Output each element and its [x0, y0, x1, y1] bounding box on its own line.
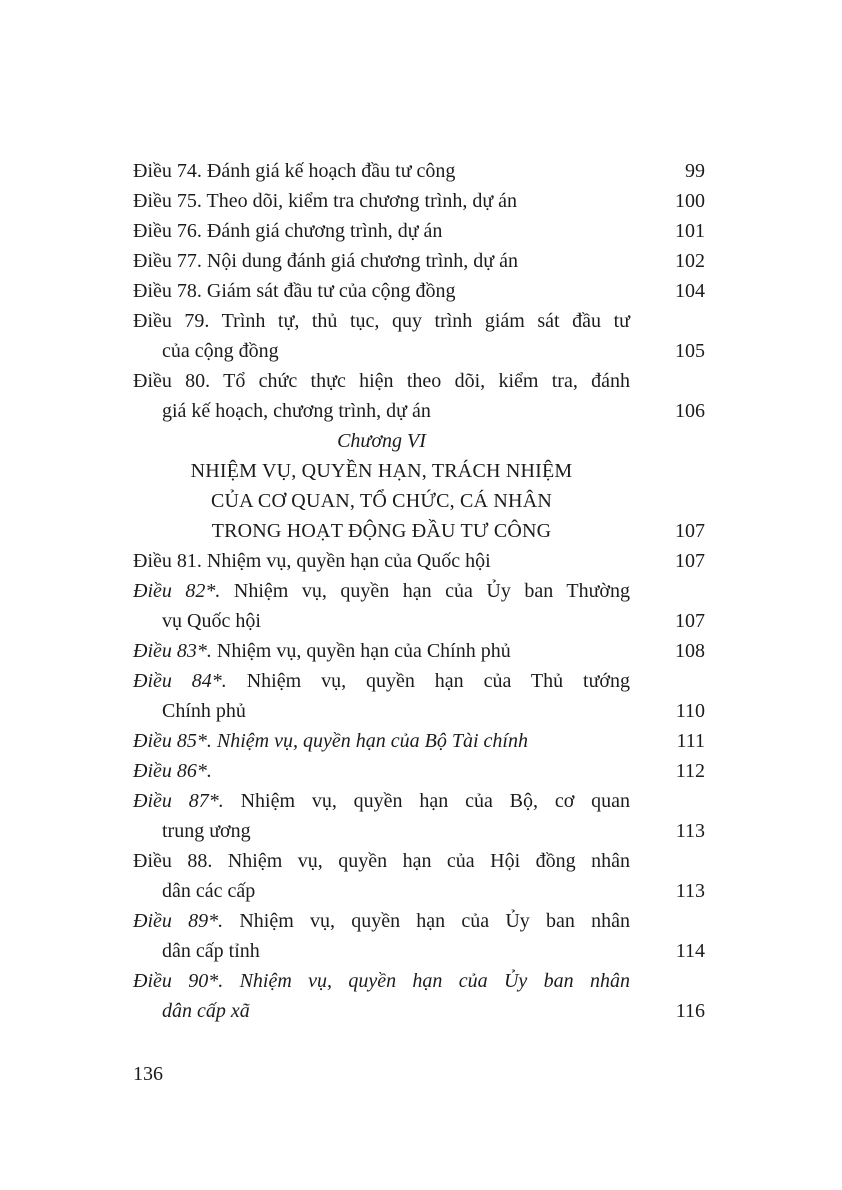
entry-text: [133, 906, 630, 966]
entry-continuation-line: giá kế hoạch, chương trình, dự án: [162, 400, 431, 422]
entry-title-text: Nhiệm vụ, quyền hạn của Bộ, cơ quan: [240, 790, 630, 812]
chapter-heading-text: [133, 456, 630, 546]
entry-article-label: Điều 76.: [133, 220, 202, 242]
entry-text: [133, 726, 630, 756]
entry-text: [133, 306, 630, 366]
entry-text: [133, 156, 630, 186]
toc-entry: [133, 186, 705, 216]
toc-entry: [133, 636, 705, 666]
entry-first-line: [133, 366, 630, 396]
entry-first-line: [133, 546, 630, 576]
toc-list: [133, 156, 705, 1026]
entry-page-number: 114: [675, 940, 705, 962]
entry-first-line: [133, 576, 630, 606]
entry-continuation-line: của cộng đồng: [162, 340, 279, 362]
chapter-heading-row: [133, 456, 705, 546]
entry-continuation-line: Chính phủ: [162, 700, 246, 722]
entry-title-text: Nhiệm vụ, quyền hạn của Bộ Tài chính: [216, 730, 528, 752]
entry-title-text: Trình tự, thủ tục, quy trình giám sát đầu tư: [221, 310, 630, 332]
entry-text: [133, 366, 630, 426]
entry-title-text: Nhiệm vụ, quyền hạn của Chính phủ: [216, 640, 511, 662]
entry-text: [133, 246, 630, 276]
entry-page-number: 107: [675, 550, 705, 572]
chapter-label-text: [133, 426, 630, 456]
toc-entry: [133, 576, 705, 636]
entry-title-text: Tổ chức thực hiện theo dõi, kiểm tra, đánh: [223, 370, 631, 392]
entry-text: [133, 966, 630, 1026]
toc-entry: [133, 726, 705, 756]
toc-entry: [133, 756, 705, 786]
entry-page-number: 112: [675, 760, 705, 782]
entry-page-number: 106: [675, 400, 705, 422]
entry-article-label: Điều 84*.: [133, 670, 227, 692]
chapter-title-line: CỦA CƠ QUAN, TỔ CHỨC, CÁ NHÂN: [211, 490, 552, 512]
entry-continuation-line: dân các cấp: [162, 880, 256, 902]
entry-article-label: Điều 90*.: [133, 970, 224, 992]
entry-page-number: 107: [675, 520, 705, 542]
entry-page-number: 108: [675, 640, 705, 662]
toc-entry: [133, 546, 705, 576]
entry-page-number: 104: [675, 280, 705, 302]
entry-page-number: 113: [675, 820, 705, 842]
entry-first-line: [133, 966, 630, 996]
entry-title-text: Đánh giá kế hoạch đầu tư công: [206, 160, 456, 182]
entry-first-line: [133, 246, 630, 276]
chapter-title-line: NHIỆM VỤ, QUYỀN HẠN, TRÁCH NHIỆM: [190, 460, 573, 482]
entry-continuation-line: vụ Quốc hội: [162, 610, 261, 632]
entry-article-label: Điều 88.: [133, 850, 213, 872]
entry-article-label: Điều 87*.: [133, 790, 224, 812]
entry-page-number: 99: [685, 160, 705, 182]
toc-entry: [133, 846, 705, 906]
entry-article-label: Điều 89*.: [133, 910, 224, 932]
toc-entry: [133, 366, 705, 426]
entry-page-number: 102: [675, 250, 705, 272]
entry-first-line: [133, 786, 630, 816]
entry-first-line: [133, 276, 630, 306]
entry-text: [133, 216, 630, 246]
entry-first-line: [133, 756, 630, 786]
entry-article-label: Điều 85*.: [133, 730, 212, 752]
entry-title-text: Đánh giá chương trình, dự án: [206, 220, 443, 242]
entry-text: [133, 846, 630, 906]
entry-page-number: 110: [675, 700, 705, 722]
toc-entry: [133, 246, 705, 276]
entry-title-text: Giám sát đầu tư của cộng đồng: [206, 280, 456, 302]
entry-page-number: 116: [675, 1000, 705, 1022]
entry-first-line: [133, 906, 630, 936]
entry-title-text: Nhiệm vụ, quyền hạn của Quốc hội: [206, 550, 491, 572]
entry-first-line: [133, 726, 630, 756]
entry-page-number: 107: [675, 610, 705, 632]
entry-text: [133, 666, 630, 726]
entry-text: [133, 756, 630, 786]
chapter-number-label: Chương VI: [337, 430, 426, 452]
toc-entry: [133, 786, 705, 846]
entry-continuation-line: dân cấp xã: [162, 1000, 250, 1022]
entry-first-line: [133, 306, 630, 336]
entry-text: [133, 186, 630, 216]
entry-article-label: Điều 83*.: [133, 640, 212, 662]
entry-title-text: Nhiệm vụ, quyền hạn của Ủy ban nhân: [239, 910, 630, 932]
entry-text: [133, 786, 630, 846]
entry-continuation-line: dân cấp tỉnh: [162, 940, 260, 962]
entry-text: [133, 546, 630, 576]
entry-article-label: Điều 82*.: [133, 580, 221, 602]
entry-first-line: [133, 846, 630, 876]
entry-title-text: Nhiệm vụ, quyền hạn của Thủ tướng: [246, 670, 630, 692]
entry-title-text: Theo dõi, kiểm tra chương trình, dự án: [206, 190, 518, 212]
entry-title-text: Nội dung đánh giá chương trình, dự án: [206, 250, 518, 272]
entry-page-number: 105: [675, 340, 705, 362]
toc-entry: [133, 306, 705, 366]
entry-page-number: 101: [675, 220, 705, 242]
toc-entry: [133, 156, 705, 186]
toc-entry: [133, 666, 705, 726]
entry-text: [133, 576, 630, 636]
entry-article-label: Điều 79.: [133, 310, 210, 332]
entry-text: [133, 276, 630, 306]
entry-first-line: [133, 186, 630, 216]
chapter-title-line: TRONG HOẠT ĐỘNG ĐẦU TƯ CÔNG: [211, 520, 552, 542]
entry-article-label: Điều 81.: [133, 550, 202, 572]
entry-page-number: 100: [675, 190, 705, 212]
entry-title-text: Nhiệm vụ, quyền hạn của Ủy ban Thường: [233, 580, 630, 602]
entry-page-number: 113: [675, 880, 705, 902]
toc-entry: [133, 966, 705, 1026]
chapter-label-row: [133, 426, 705, 456]
entry-first-line: [133, 636, 630, 666]
entry-article-label: Điều 74.: [133, 160, 202, 182]
entry-article-label: Điều 80.: [133, 370, 211, 392]
entry-continuation-line: trung ương: [162, 820, 251, 842]
entry-title-text: Nhiệm vụ, quyền hạn của Ủy ban nhân: [239, 970, 630, 992]
entry-article-label: Điều 75.: [133, 190, 202, 212]
entry-first-line: [133, 216, 630, 246]
entry-first-line: [133, 666, 630, 696]
entry-page-number: 111: [676, 730, 705, 752]
entry-first-line: [133, 156, 630, 186]
entry-text: [133, 636, 630, 666]
toc-entry: [133, 216, 705, 246]
entry-article-label: Điều 78.: [133, 280, 202, 302]
entry-article-label: Điều 86*.: [133, 760, 212, 782]
entry-article-label: Điều 77.: [133, 250, 202, 272]
entry-title-text: Nhiệm vụ, quyền hạn của Hội đồng nhân: [227, 850, 630, 872]
toc-entry: [133, 906, 705, 966]
folio-page-number: 136: [133, 1063, 163, 1085]
toc-entry: [133, 276, 705, 306]
